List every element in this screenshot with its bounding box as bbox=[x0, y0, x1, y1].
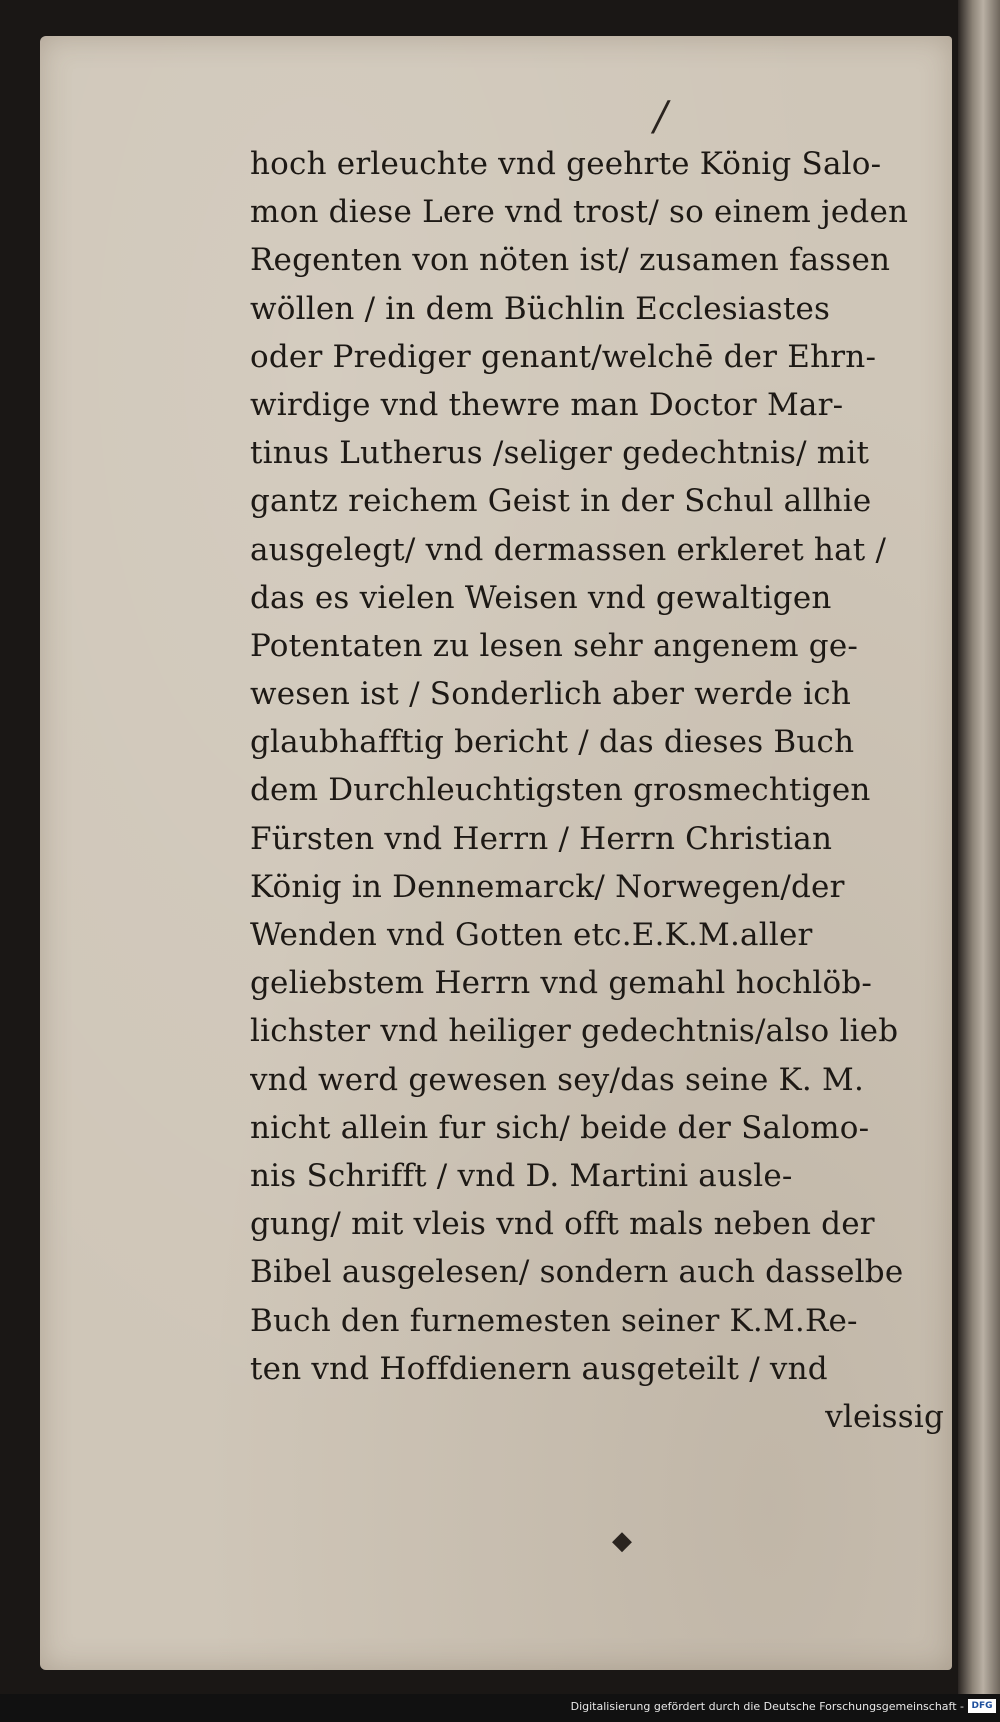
text-line: Bibel ausgelesen/ sondern auch dasselbe bbox=[250, 1254, 904, 1291]
text-block bbox=[250, 140, 958, 1441]
text-line: Potentaten zu lesen sehr angenem ge- bbox=[250, 627, 859, 664]
text-line: Wenden vnd Gotten etc.E.K.M.aller bbox=[250, 917, 813, 953]
text-line: geliebstem Herrn vnd gemahl hochlöb- bbox=[250, 965, 873, 1002]
text-line: oder Prediger genant/welchē der Ehrn- bbox=[250, 338, 877, 375]
text-line: glaubhafftig bericht / das dieses Buch bbox=[250, 724, 855, 761]
text-line: König in Dennemarck/ Norwegen/der bbox=[250, 868, 845, 905]
text-line: wirdige vnd thewre man Doctor Mar- bbox=[250, 386, 844, 423]
text-line: lichster vnd heiliger gedechtnis/also lieb bbox=[250, 1013, 899, 1050]
text-line: tinus Lutherus /seliger gedechtnis/ mit bbox=[250, 435, 870, 472]
text-line: mon diese Lere vnd trost/ so einem jeden bbox=[250, 194, 909, 231]
text-line: nicht allein fur sich/ beide der Salomo- bbox=[250, 1109, 870, 1146]
dfg-logo: DFG bbox=[968, 1699, 996, 1713]
text-line: vnd werd gewesen sey/das seine K. M. bbox=[250, 1061, 865, 1098]
document-page bbox=[40, 36, 952, 1670]
text-line: Fürsten vnd Herrn / Herrn Christian bbox=[250, 820, 833, 857]
text-line: gantz reichem Geist in der Schul allhie bbox=[250, 483, 872, 520]
text-line: gung/ mit vleis vnd offt mals neben der bbox=[250, 1206, 875, 1243]
text-line: Regenten von nöten ist/ zusamen fassen bbox=[250, 242, 891, 279]
folio-mark: / bbox=[654, 94, 668, 140]
text-line: hoch erleuchte vnd geehrte König Salo- bbox=[250, 146, 882, 182]
text-line: wesen ist / Sonderlich aber werde ich bbox=[250, 676, 852, 713]
footer-credit: Digitalisierung gefördert durch die Deutsche Forschungsgemeinschaft - bbox=[570, 1700, 964, 1713]
text-line: das es vielen Weisen vnd gewaltigen bbox=[250, 579, 832, 616]
text-line: wöllen / in dem Büchlin Ecclesiastes bbox=[250, 290, 831, 327]
text-line: nis Schrifft / vnd D. Martini ausle- bbox=[250, 1157, 793, 1194]
text-line: Buch den furnemesten seiner K.M.Re- bbox=[250, 1302, 858, 1339]
text-line: ausgelegt/ vnd dermassen erkleret hat / bbox=[250, 531, 887, 568]
text-line: ten vnd Hoffdienern ausgeteilt / vnd bbox=[250, 1350, 828, 1387]
catchword: vleissig bbox=[825, 1398, 944, 1435]
book-edge-strip bbox=[958, 0, 1000, 1722]
ornament-mark: ◆ bbox=[612, 1526, 632, 1556]
text-line: dem Durchleuchtigsten grosmechtigen bbox=[250, 772, 871, 809]
